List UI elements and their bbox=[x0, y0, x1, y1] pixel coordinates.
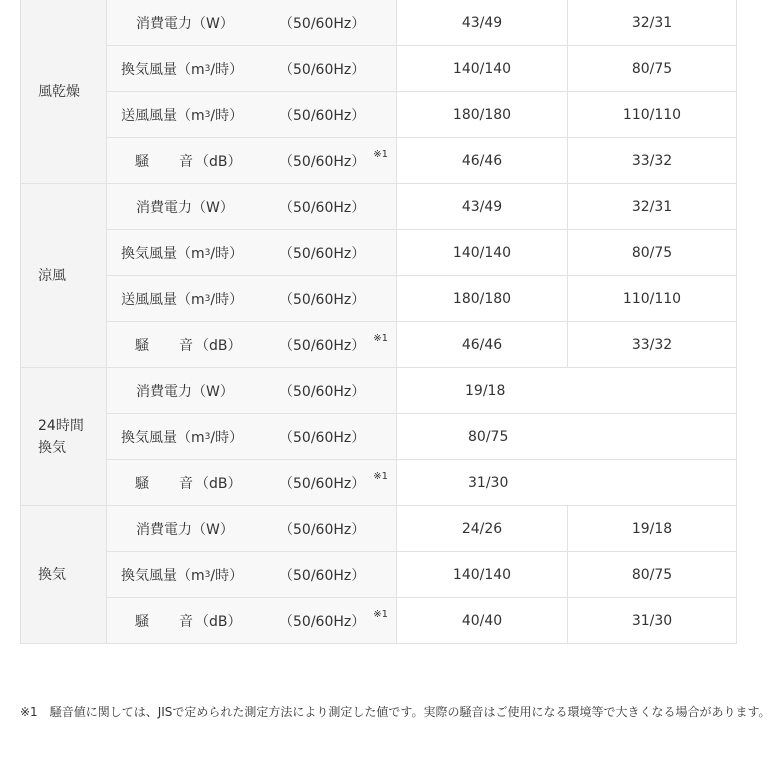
table-row bbox=[21, 552, 737, 598]
table-row bbox=[21, 460, 737, 506]
row-label-noise bbox=[107, 138, 397, 184]
table-row bbox=[21, 92, 737, 138]
value-cell: 43/49 bbox=[397, 184, 568, 230]
value-cell: 33/32 bbox=[568, 322, 737, 368]
group-label-kaze-kansou: 風乾燥 bbox=[21, 0, 107, 184]
value-cell: 110/110 bbox=[568, 276, 737, 322]
footnote-mark: ※1 bbox=[373, 149, 388, 160]
label-noise-char2: 音 （dB） bbox=[179, 337, 242, 354]
label-noise-char1: 騒 bbox=[135, 153, 149, 170]
table-row bbox=[21, 184, 737, 230]
value-cell: 32/31 bbox=[568, 184, 737, 230]
label-freq: （50/60Hz） bbox=[279, 199, 366, 216]
row-label-noise bbox=[107, 322, 397, 368]
table-row bbox=[21, 276, 737, 322]
label-blow-flow: 送風風量（m 3 /時） bbox=[121, 107, 244, 124]
label-vent-flow: 換気風量（m 3 /時） bbox=[121, 567, 244, 584]
value-cell: 33/32 bbox=[568, 138, 737, 184]
table-row bbox=[21, 138, 737, 184]
label-freq: （50/60Hz） bbox=[279, 61, 366, 78]
label-power: 消費電力（W） bbox=[136, 15, 234, 32]
row-label-power bbox=[107, 368, 397, 414]
label-noise-char2: 音 （dB） bbox=[179, 613, 242, 630]
row-label-power bbox=[107, 506, 397, 552]
label-power: 消費電力（W） bbox=[136, 199, 234, 216]
label-blow-flow: 送風風量（m 3 /時） bbox=[121, 291, 244, 308]
value-cell: 24/26 bbox=[397, 506, 568, 552]
value-cell: 46/46 bbox=[397, 322, 568, 368]
label-vent-flow: 換気風量（m 3 /時） bbox=[121, 61, 244, 78]
row-label-noise bbox=[107, 598, 397, 644]
row-label-blow-flow bbox=[107, 92, 397, 138]
footnote-mark: ※1 bbox=[373, 471, 388, 482]
label-noise-char2: 音 （dB） bbox=[179, 153, 242, 170]
table-row bbox=[21, 368, 737, 414]
table-row bbox=[21, 506, 737, 552]
footnote-mark: ※1 bbox=[373, 333, 388, 344]
label-freq: （50/60Hz） bbox=[279, 15, 366, 32]
group-label-24h-kanki: 24時間 換気 bbox=[21, 368, 107, 506]
value-cell: 80/75 bbox=[397, 414, 737, 460]
row-label-vent-flow bbox=[107, 414, 397, 460]
row-label-vent-flow bbox=[107, 46, 397, 92]
label-noise-char1: 騒 bbox=[135, 337, 149, 354]
footnote-mark: ※1 bbox=[20, 705, 38, 719]
value-cell: 180/180 bbox=[397, 92, 568, 138]
group-label-kanki: 換気 bbox=[21, 506, 107, 644]
label-freq: （50/60Hz） bbox=[279, 429, 366, 446]
label-power: 消費電力（W） bbox=[136, 383, 234, 400]
label-freq: （50/60Hz） bbox=[279, 107, 366, 124]
footnote-mark: ※1 bbox=[373, 609, 388, 620]
label-freq: （50/60Hz） ※1 bbox=[279, 333, 388, 354]
label-noise-char1: 騒 bbox=[135, 475, 149, 492]
label-freq: （50/60Hz） bbox=[279, 567, 366, 584]
table-row bbox=[21, 0, 737, 46]
table-row bbox=[21, 598, 737, 644]
value-cell: 80/75 bbox=[568, 46, 737, 92]
footnote bbox=[20, 703, 770, 720]
footnote-text: 騒音値に関しては、JISで定められた測定方法により測定した値です。実際の騒音はご使用になる環境等で大きくなる場合があります。 bbox=[49, 705, 771, 719]
label-freq: （50/60Hz） bbox=[279, 383, 366, 400]
label-freq: （50/60Hz） ※1 bbox=[279, 149, 388, 170]
value-cell: 31/30 bbox=[568, 598, 737, 644]
table-row bbox=[21, 46, 737, 92]
label-vent-flow: 換気風量（m 3 /時） bbox=[121, 429, 244, 446]
row-label-vent-flow bbox=[107, 230, 397, 276]
row-label-power bbox=[107, 0, 397, 46]
label-noise-char1: 騒 bbox=[135, 613, 149, 630]
table-row bbox=[21, 414, 737, 460]
spec-table bbox=[20, 0, 737, 644]
value-cell: 140/140 bbox=[397, 46, 568, 92]
table-row bbox=[21, 322, 737, 368]
value-cell: 80/75 bbox=[568, 552, 737, 598]
value-cell: 140/140 bbox=[397, 230, 568, 276]
value-cell: 80/75 bbox=[568, 230, 737, 276]
row-label-vent-flow bbox=[107, 552, 397, 598]
row-label-noise bbox=[107, 460, 397, 506]
label-freq: （50/60Hz） ※1 bbox=[279, 471, 388, 492]
value-cell: 46/46 bbox=[397, 138, 568, 184]
label-noise-char2: 音 （dB） bbox=[179, 475, 242, 492]
value-cell: 110/110 bbox=[568, 92, 737, 138]
label-power: 消費電力（W） bbox=[136, 521, 234, 538]
label-freq: （50/60Hz） bbox=[279, 521, 366, 538]
row-label-power bbox=[107, 184, 397, 230]
label-vent-flow: 換気風量（m 3 /時） bbox=[121, 245, 244, 262]
label-freq: （50/60Hz） bbox=[279, 245, 366, 262]
value-cell: 31/30 bbox=[397, 460, 737, 506]
row-label-blow-flow bbox=[107, 276, 397, 322]
value-cell: 140/140 bbox=[397, 552, 568, 598]
value-cell: 32/31 bbox=[568, 0, 737, 46]
value-cell: 40/40 bbox=[397, 598, 568, 644]
value-cell: 43/49 bbox=[397, 0, 568, 46]
value-cell: 19/18 bbox=[568, 506, 737, 552]
table-row bbox=[21, 230, 737, 276]
value-cell: 19/18 bbox=[397, 368, 737, 414]
label-freq: （50/60Hz） bbox=[279, 291, 366, 308]
group-label-ryoufuu: 涼風 bbox=[21, 184, 107, 368]
value-cell: 180/180 bbox=[397, 276, 568, 322]
label-freq: （50/60Hz） ※1 bbox=[279, 609, 388, 630]
